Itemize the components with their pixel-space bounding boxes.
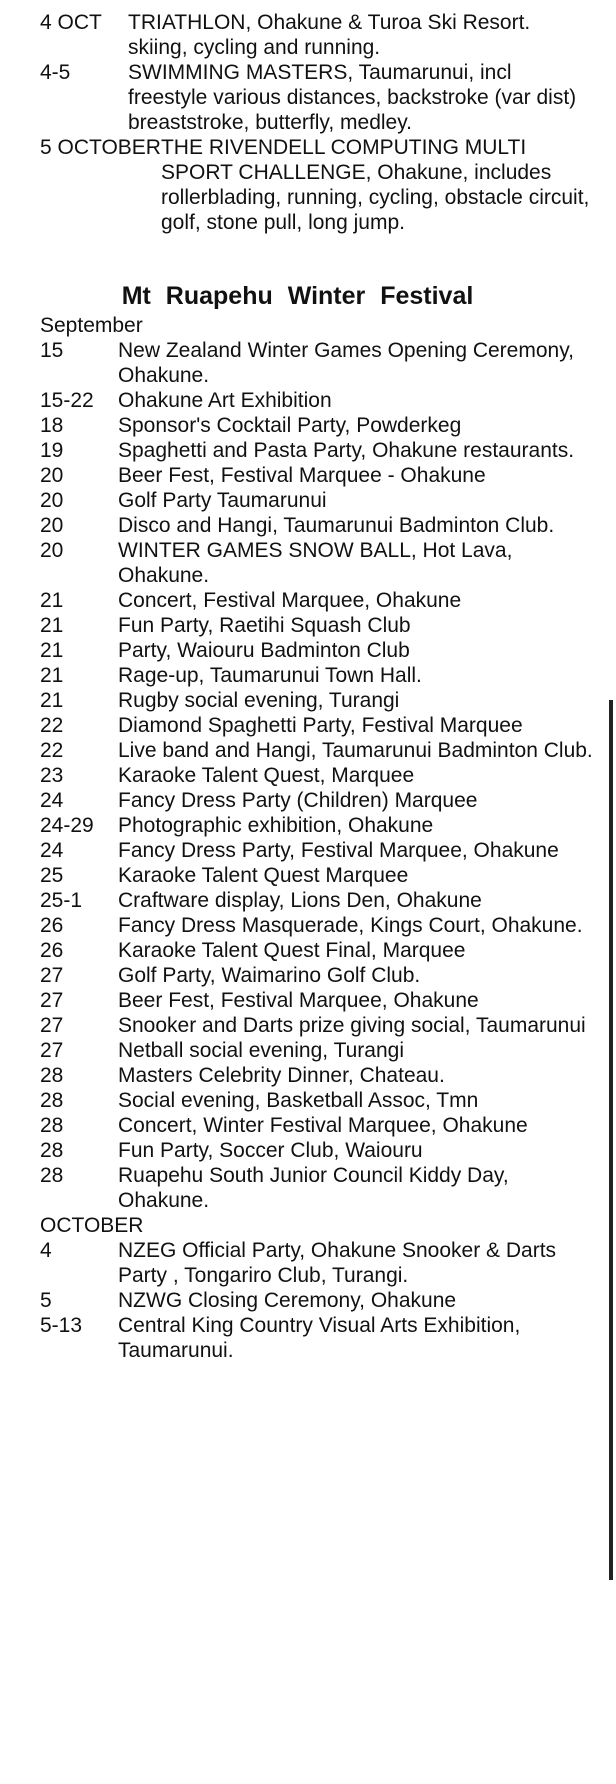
- event-description: Party, Waiouru Badminton Club: [118, 639, 410, 662]
- event-entry: [40, 1013, 595, 1038]
- event-description: Masters Celebrity Dinner, Chateau.: [118, 1064, 445, 1087]
- event-date: 15-22: [40, 389, 94, 412]
- event-entry: [40, 863, 595, 888]
- event-description: Photographic exhibition, Ohakune: [118, 814, 434, 837]
- event-date: 5 OCTOBER: [40, 136, 161, 159]
- october-events-list: [40, 1238, 595, 1363]
- event-entry: [40, 135, 595, 235]
- event-entry: [40, 738, 595, 763]
- event-entry: [40, 688, 595, 713]
- event-entry: [40, 638, 595, 663]
- event-date: 20: [40, 489, 64, 512]
- event-description: Fancy Dress Masquerade, Kings Court, Ohakune.: [118, 914, 583, 937]
- event-entry: [40, 413, 595, 438]
- event-date: 25-1: [40, 889, 83, 912]
- event-date: 23: [40, 764, 64, 787]
- event-date: 28: [40, 1114, 64, 1137]
- event-date: 21: [40, 589, 64, 612]
- event-description: Diamond Spaghetti Party, Festival Marquee: [118, 714, 523, 737]
- event-entry: [40, 488, 595, 513]
- event-description: Craftware display, Lions Den, Ohakune: [118, 889, 482, 912]
- event-description: Rugby social evening, Turangi: [118, 689, 400, 712]
- event-date: 24-29: [40, 814, 94, 837]
- event-entry: [40, 888, 595, 913]
- event-description: TRIATHLON, Ohakune & Turoa Ski Resort. skiing, cycling and running.: [128, 11, 531, 59]
- event-entry: [40, 388, 595, 413]
- event-date: 21: [40, 614, 64, 637]
- event-entry: [40, 338, 595, 388]
- september-events-list: [40, 338, 595, 1213]
- event-entry: [40, 613, 595, 638]
- month-label-october: OCTOBER: [40, 1214, 144, 1237]
- event-entry: [40, 1288, 595, 1313]
- festival-heading: Mt Ruapehu Winter Festival: [121, 282, 474, 310]
- event-description: Beer Fest, Festival Marquee, Ohakune: [118, 989, 479, 1012]
- event-description: Spaghetti and Pasta Party, Ohakune restaurants.: [118, 439, 575, 462]
- event-date: 15: [40, 339, 64, 362]
- event-description: Social evening, Basketball Assoc, Tmn: [118, 1089, 479, 1112]
- event-description: New Zealand Winter Games Opening Ceremony, Ohakune.: [118, 339, 574, 387]
- event-date: 21: [40, 689, 64, 712]
- event-date: 22: [40, 739, 64, 762]
- event-date: 5: [40, 1289, 52, 1312]
- event-date: 26: [40, 939, 64, 962]
- events-column: [40, 10, 595, 1363]
- event-description: Fancy Dress Party (Children) Marquee: [118, 789, 478, 812]
- event-date: 28: [40, 1089, 64, 1112]
- event-description: Central King Country Visual Arts Exhibition, Taumarunui.: [118, 1314, 521, 1362]
- event-description: Snooker and Darts prize giving social, Taumarunui: [118, 1014, 586, 1037]
- event-description: Netball social evening, Turangi: [118, 1039, 405, 1062]
- event-entry: [40, 1038, 595, 1063]
- event-date: 27: [40, 1039, 64, 1062]
- event-entry: [40, 463, 595, 488]
- event-description: Rage-up, Taumarunui Town Hall.: [118, 664, 422, 687]
- event-description: Golf Party, Waimarino Golf Club.: [118, 964, 421, 987]
- event-date: 28: [40, 1064, 64, 1087]
- event-entry: [40, 1138, 595, 1163]
- event-description: SWIMMING MASTERS, Taumarunui, incl freestyle various distances, backstroke (var dist) breaststroke, butterfly, medley.: [128, 61, 577, 134]
- event-entry: [40, 1313, 595, 1363]
- event-date: 24: [40, 789, 64, 812]
- event-description: NZEG Official Party, Ohakune Snooker & Darts Party , Tongariro Club, Turangi.: [118, 1239, 557, 1287]
- event-description: Karaoke Talent Quest Marquee: [118, 864, 409, 887]
- event-description: Concert, Winter Festival Marquee, Ohakune: [118, 1114, 528, 1137]
- event-entry: [40, 588, 595, 613]
- event-entry: [40, 763, 595, 788]
- event-date: 4: [40, 1239, 52, 1262]
- event-description: Karaoke Talent Quest, Marquee: [118, 764, 415, 787]
- column-rule: [609, 700, 613, 1580]
- event-entry: [40, 838, 595, 863]
- event-date: 20: [40, 539, 64, 562]
- event-description: Fun Party, Soccer Club, Waiouru: [118, 1139, 423, 1162]
- event-date: 19: [40, 439, 64, 462]
- event-date: 22: [40, 714, 64, 737]
- event-entry: [40, 663, 595, 688]
- event-entry: [40, 988, 595, 1013]
- event-date: 4-5: [40, 61, 71, 84]
- event-date: 21: [40, 639, 64, 662]
- event-description: Ohakune Art Exhibition: [118, 389, 332, 412]
- event-date: 18: [40, 414, 64, 437]
- event-description: Ruapehu South Junior Council Kiddy Day, Ohakune.: [118, 1164, 509, 1212]
- event-date: 20: [40, 514, 64, 537]
- event-entry: [40, 1238, 595, 1288]
- event-entry: [40, 788, 595, 813]
- event-date: 25: [40, 864, 64, 887]
- event-entry: [40, 1063, 595, 1088]
- event-date: 28: [40, 1139, 64, 1162]
- event-entry: [40, 913, 595, 938]
- event-entry: [40, 1113, 595, 1138]
- event-date: 27: [40, 989, 64, 1012]
- event-description: THE RIVENDELL COMPUTING MULTI SPORT CHALLENGE, Ohakune, includes rollerblading, running, cycling, obstacle circuit, golf, stone pull, long jump.: [160, 136, 590, 234]
- event-entry: [40, 538, 595, 588]
- event-description: WINTER GAMES SNOW BALL, Hot Lava, Ohakune.: [118, 539, 513, 587]
- event-entry: [40, 963, 595, 988]
- event-description: NZWG Closing Ceremony, Ohakune: [118, 1289, 457, 1312]
- event-entry: [40, 1088, 595, 1113]
- event-description: Karaoke Talent Quest Final, Marquee: [118, 939, 466, 962]
- month-label-september: September: [40, 314, 143, 337]
- event-date: 27: [40, 1014, 64, 1037]
- event-date: 27: [40, 964, 64, 987]
- event-entry: [40, 1163, 595, 1213]
- event-date: 5-13: [40, 1314, 83, 1337]
- event-description: Concert, Festival Marquee, Ohakune: [118, 589, 462, 612]
- event-date: 24: [40, 839, 64, 862]
- event-date: 26: [40, 914, 64, 937]
- event-description: Sponsor's Cocktail Party, Powderkeg: [118, 414, 462, 437]
- event-date: 21: [40, 664, 64, 687]
- event-entry: [40, 438, 595, 463]
- event-description: Live band and Hangi, Taumarunui Badminton Club.: [118, 739, 593, 762]
- event-entry: [40, 10, 595, 60]
- event-entry: [40, 513, 595, 538]
- event-description: Golf Party Taumarunui: [118, 489, 327, 512]
- event-entry: [40, 813, 595, 838]
- event-description: Fancy Dress Party, Festival Marquee, Ohakune: [118, 839, 559, 862]
- event-date: 4 OCT: [40, 11, 102, 34]
- sport-events-list: [40, 10, 595, 235]
- event-description: Fun Party, Raetihi Squash Club: [118, 614, 411, 637]
- event-entry: [40, 938, 595, 963]
- event-entry: [40, 60, 595, 135]
- event-date: 20: [40, 464, 64, 487]
- event-description: Disco and Hangi, Taumarunui Badminton Club.: [118, 514, 555, 537]
- event-date: 28: [40, 1164, 64, 1187]
- section-gap: [40, 235, 595, 281]
- event-entry: [40, 713, 595, 738]
- event-description: Beer Fest, Festival Marquee - Ohakune: [118, 464, 486, 487]
